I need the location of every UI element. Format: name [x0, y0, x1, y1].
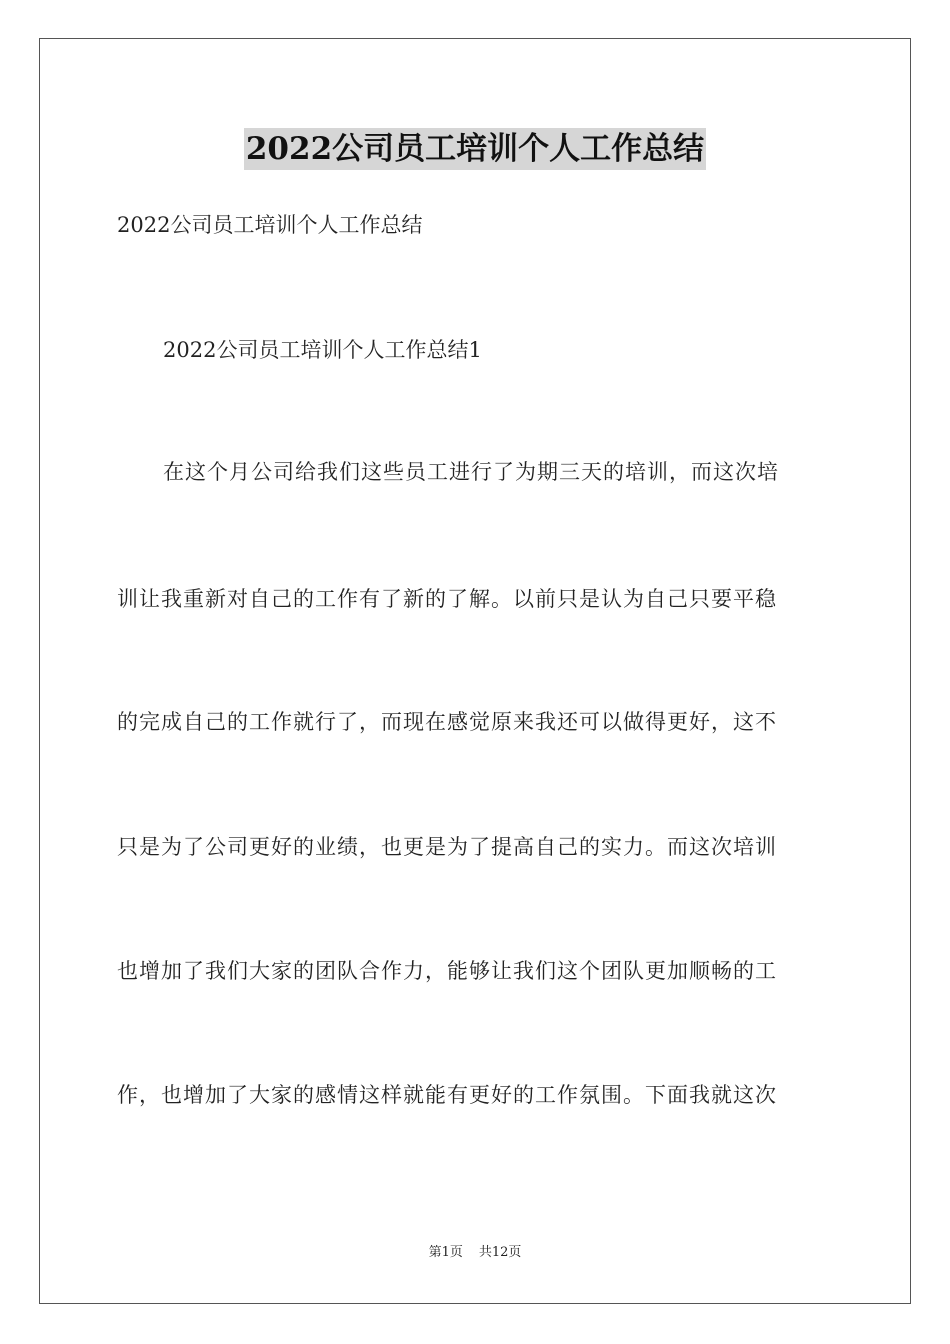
- body-line-4: 只是为了公司更好的业绩，也更是为了提高自己的实力。而这次培训: [117, 835, 777, 859]
- body-line-1: 在这个月公司给我们这些员工进行了为期三天的培训，而这次培: [163, 460, 779, 484]
- body-line-2: 训让我重新对自己的工作有了新的了解。以前只是认为自己只要平稳: [117, 587, 777, 611]
- page-footer: [0, 1244, 950, 1262]
- page-total: 共12页: [478, 1245, 522, 1260]
- body-line-5: 也增加了我们大家的团队合作力，能够让我们这个团队更加顺畅的工: [117, 959, 777, 983]
- body-line-3: 的完成自己的工作就行了，而现在感觉原来我还可以做得更好，这不: [117, 710, 777, 734]
- body-line-6: 作，也增加了大家的感情这样就能有更好的工作氛围。下面我就这次: [117, 1083, 777, 1107]
- document-subtitle: 2022公司员工培训个人工作总结: [117, 213, 423, 237]
- document-title-container: [0, 128, 950, 170]
- page-number: 第1页: [428, 1245, 463, 1260]
- section-heading: 2022公司员工培训个人工作总结1: [163, 338, 482, 362]
- document-title: 2022公司员工培训个人工作总结: [244, 128, 706, 170]
